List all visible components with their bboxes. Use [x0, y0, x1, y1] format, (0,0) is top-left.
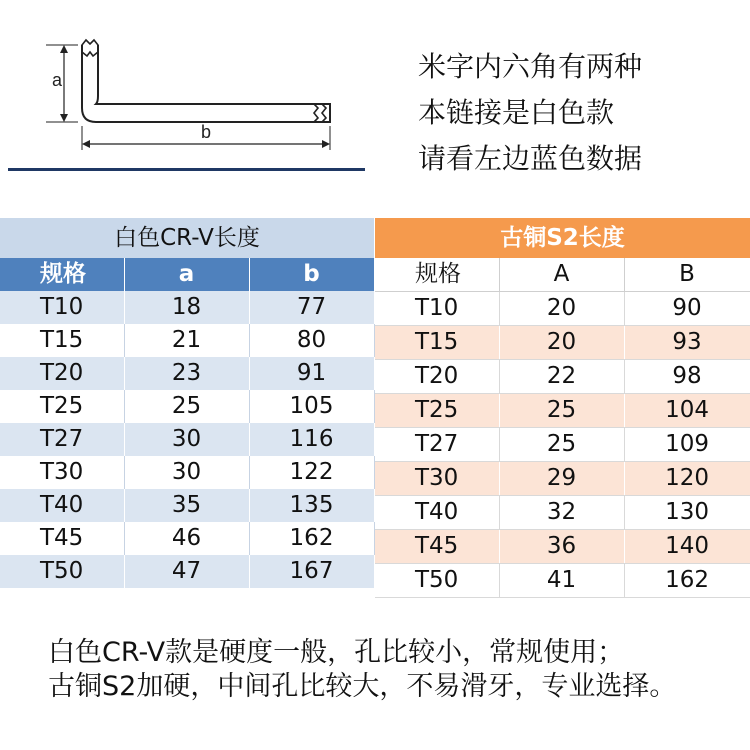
table-cell: 20 [499, 326, 624, 360]
table-row [375, 394, 750, 428]
wrench-diagram [0, 0, 380, 180]
table-cell: 30 [124, 423, 249, 456]
table-cell: T10 [375, 292, 499, 326]
table-cell: 32 [499, 496, 624, 530]
column-header: b [249, 258, 374, 291]
table-cell: T25 [375, 394, 499, 428]
table-cell: 122 [249, 456, 374, 489]
s2-length-table [375, 218, 750, 598]
table-cell: 21 [124, 324, 249, 357]
table-cell: 105 [249, 390, 374, 423]
wrench-tip-top [82, 40, 98, 56]
table-cell: T40 [0, 489, 124, 522]
footer-notes [48, 636, 676, 704]
wrench-outline [82, 45, 330, 122]
wrench-tip-right [314, 104, 330, 122]
table-row [0, 555, 374, 588]
table-cell: 80 [249, 324, 374, 357]
table-cell: 162 [624, 564, 750, 598]
table-cell: 104 [624, 394, 750, 428]
table-cell: T45 [0, 522, 124, 555]
table-cell: T27 [375, 428, 499, 462]
table-cell: 167 [249, 555, 374, 588]
table-cell: 130 [624, 496, 750, 530]
label-b: b [200, 122, 212, 142]
table-row [375, 564, 750, 598]
table-cell: 35 [124, 489, 249, 522]
table-cell: 162 [249, 522, 374, 555]
table-row [375, 530, 750, 564]
note-line: 本链接是白色款 [418, 96, 615, 129]
footer-line: 白色CR-V款是硬度一般，孔比较小，常规使用； [48, 637, 625, 668]
table-cell: 25 [124, 390, 249, 423]
table-cell: T45 [375, 530, 499, 564]
table-title: 古铜S2长度 [375, 218, 750, 258]
table-cell: 46 [124, 522, 249, 555]
table-row [375, 496, 750, 530]
column-header: B [624, 258, 750, 292]
note-line: 米字内六角有两种 [418, 50, 643, 83]
table-row [0, 291, 374, 324]
table-cell: 47 [124, 555, 249, 588]
notes [418, 44, 642, 182]
table-cell: 36 [499, 530, 624, 564]
table-cell: T20 [0, 357, 124, 390]
table-row [0, 357, 374, 390]
table-row [0, 489, 374, 522]
table-cell: 20 [499, 292, 624, 326]
footer-line: 古铜S2加硬，中间孔比较大，不易滑牙，专业选择。 [48, 671, 677, 702]
table-cell: T50 [0, 555, 124, 588]
table-cell: T15 [375, 326, 499, 360]
column-header: 规格 [0, 258, 124, 291]
table-cell: 109 [624, 428, 750, 462]
table-cell: 18 [124, 291, 249, 324]
table-row [375, 292, 750, 326]
table-cell: T40 [375, 496, 499, 530]
table-cell: 29 [499, 462, 624, 496]
table-cell: T30 [0, 456, 124, 489]
table-cell: 91 [249, 357, 374, 390]
table-cell: 120 [624, 462, 750, 496]
table-row [375, 360, 750, 394]
table-row [0, 390, 374, 423]
label-a: a [51, 70, 63, 90]
table-row [375, 462, 750, 496]
table-cell: 41 [499, 564, 624, 598]
table-cell: 93 [624, 326, 750, 360]
table-cell: 23 [124, 357, 249, 390]
note-line: 请看左边蓝色数据 [418, 142, 643, 175]
base-line [8, 168, 365, 171]
table-title: 白色CR-V长度 [0, 218, 374, 258]
table-cell: 135 [249, 489, 374, 522]
table-row [0, 423, 374, 456]
table-cell: 25 [499, 394, 624, 428]
table-row [0, 522, 374, 555]
table-cell: T20 [375, 360, 499, 394]
table-row [375, 428, 750, 462]
table-cell: 22 [499, 360, 624, 394]
table-cell: 90 [624, 292, 750, 326]
table-cell: T25 [0, 390, 124, 423]
table-cell: 77 [249, 291, 374, 324]
cr-v-length-table [0, 218, 375, 588]
table-cell: T15 [0, 324, 124, 357]
table-cell: 25 [499, 428, 624, 462]
table-cell: T10 [0, 291, 124, 324]
table-cell: 140 [624, 530, 750, 564]
table-cell: T27 [0, 423, 124, 456]
table-cell: T30 [375, 462, 499, 496]
column-header: a [124, 258, 249, 291]
table-row [0, 456, 374, 489]
table-row [375, 326, 750, 360]
table-row [0, 324, 374, 357]
table-cell: 30 [124, 456, 249, 489]
table-cell: 116 [249, 423, 374, 456]
column-header: A [499, 258, 624, 292]
table-cell: T50 [375, 564, 499, 598]
column-header: 规格 [375, 258, 499, 292]
table-cell: 98 [624, 360, 750, 394]
